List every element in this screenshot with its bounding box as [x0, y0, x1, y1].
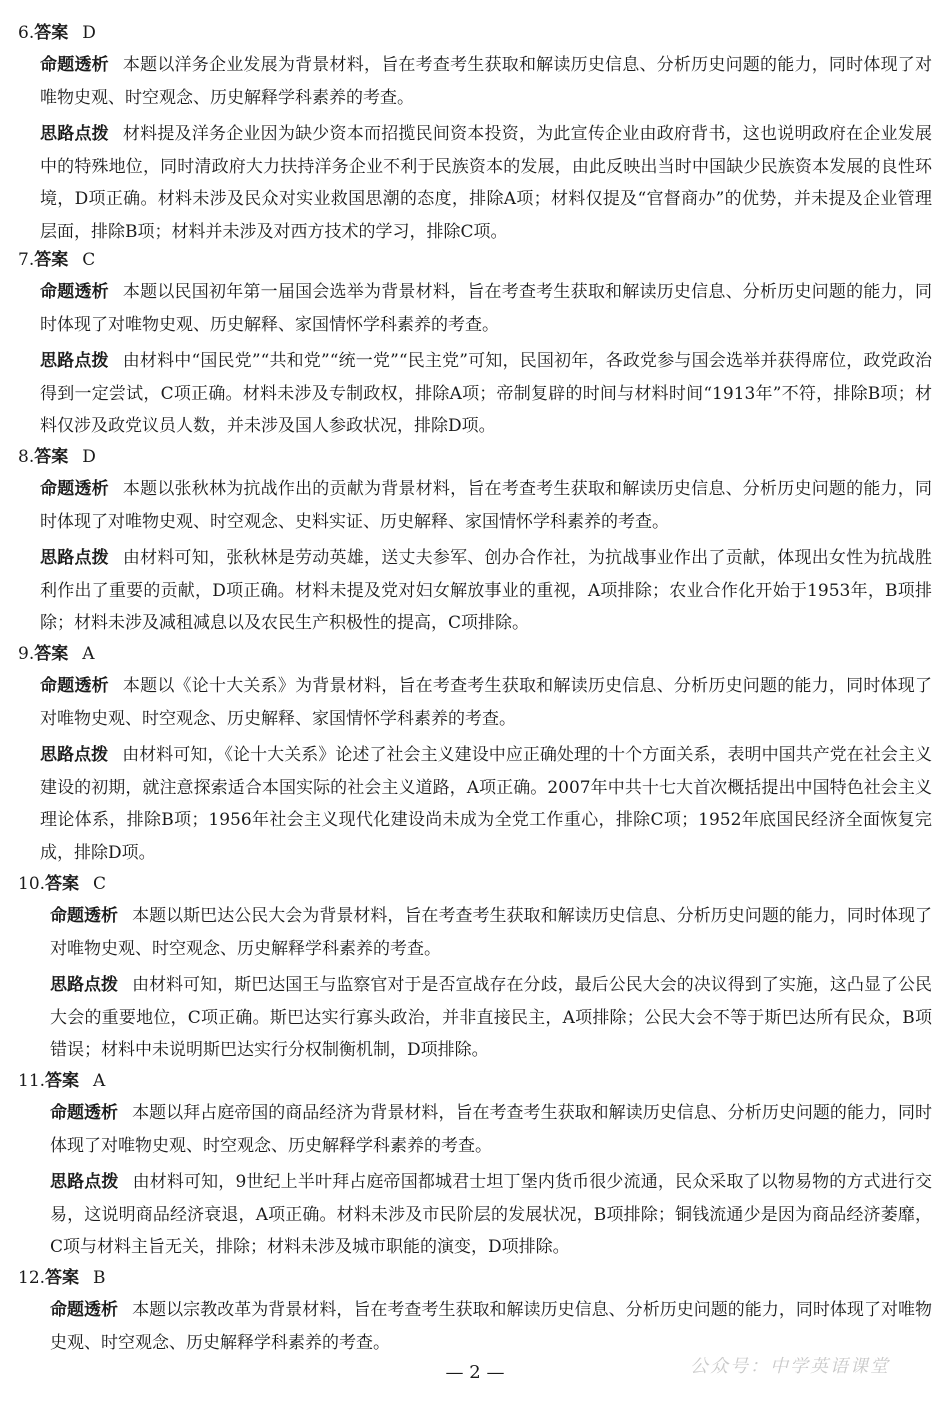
analysis-label: 思路点拨: [40, 548, 109, 569]
watermark: 公众号：中学英语课堂: [690, 1356, 890, 1377]
answer-label: 答案: [45, 1268, 80, 1288]
intent-text: 本题以《论十大关系》为背景材料，旨在考查考生获取和解读历史信息、分析历史问题的能力，同时体现了对唯物史观、时空观念、历史解释、家国情怀学科素养的考查。: [40, 676, 933, 729]
answer-value: B: [93, 1268, 106, 1288]
analysis-paragraph: [18, 969, 932, 1067]
analysis-paragraph: [18, 739, 932, 869]
answer-line: [18, 248, 932, 272]
intent-paragraph: [18, 49, 932, 114]
answer-label: 答案: [45, 1071, 80, 1091]
answer-label: 答案: [45, 874, 80, 894]
answer-line: [18, 642, 932, 666]
intent-paragraph: [18, 473, 932, 538]
analysis-label: 思路点拨: [40, 351, 109, 372]
analysis-text: 由材料可知，《论十大关系》论述了社会主义建设中应正确处理的十个方面关系，表明中国共产党在社会主义建设的初期，就注意探索适合本国实际的社会主义道路，A项正确。2007年中共十七大首次概括提出中国特色社会主义理论体系，排除B项；1956年社会主义现代化建设尚未成为全党工作重心，排除C项；1952年底国民经济全面恢复完成，排除D项。: [40, 745, 933, 863]
answer-value: D: [82, 23, 96, 43]
analysis-paragraph: [18, 1166, 932, 1264]
question-6: [18, 21, 932, 249]
answer-label: 答案: [34, 23, 69, 43]
answer-label: 答案: [34, 644, 69, 664]
intent-paragraph: [18, 1294, 932, 1359]
analysis-paragraph: [18, 345, 932, 443]
intent-label: 命题透析: [50, 1103, 119, 1123]
analysis-text: 由材料可知，9世纪上半叶拜占庭帝国都城君士坦丁堡内货币很少流通，民众采取了以物易物的方式进行交易，这说明商品经济衰退，A项正确。材料未涉及市民阶层的发展状况，B项排除；铜钱流通少是因为商品经济萎靡，C项与材料主旨无关，排除；材料未涉及城市职能的演变，D项排除。: [50, 1172, 932, 1258]
question-number: 7.: [18, 250, 35, 270]
intent-label: 命题透析: [40, 55, 109, 75]
analysis-label: 思路点拨: [40, 745, 109, 766]
analysis-label: 思路点拨: [50, 975, 119, 996]
analysis-paragraph: [18, 118, 932, 248]
analysis-text: 由材料可知，张秋林是劳动英雄，送丈夫参军、创办合作社，为抗战事业作出了贡献，体现出女性为抗战胜利作出了重要的贡献，D项正确。材料未提及党对妇女解放事业的重视，A项排除；农业合作化开始于1953年，B项排除；材料未涉及减租减息以及农民生产积极性的提高，C项排除。: [40, 548, 933, 634]
answer-label: 答案: [34, 250, 69, 270]
question-number: 8.: [18, 447, 35, 467]
intent-label: 命题透析: [40, 282, 109, 302]
analysis-text: 材料提及洋务企业因为缺少资本而招揽民间资本投资，为此宣传企业由政府背书，这也说明政府在企业发展中的特殊地位，同时清政府大力扶持洋务企业不利于民族资本的发展，由此反映出当时中国缺少民族资本发展的良性环境，D项正确。材料未涉及民众对实业救国思潮的态度，排除A项；材料仅提及“官督商办”的优势，并未提及企业管理层面，排除B项；材料并未涉及对西方技术的学习，排除C项。: [40, 124, 933, 242]
analysis-label: 思路点拨: [50, 1172, 119, 1193]
intent-text: 本题以拜占庭帝国的商品经济为背景材料，旨在考查考生获取和解读历史信息、分析历史问题的能力，同时体现了对唯物史观、时空观念、历史解释学科素养的考查。: [50, 1103, 933, 1156]
analysis-label: 思路点拨: [40, 124, 109, 145]
question-12: [18, 1266, 932, 1359]
answer-value: C: [82, 250, 96, 270]
analysis-text: 由材料中“国民党”“共和党”“统一党”“民主党”可知，民国初年，各政党参与国会选举并获得席位，政党政治得到一定尝试，C项正确。材料未涉及专制政权，排除A项；帝制复辟的时间与材料时间“1913年”不符，排除B项；材料仅涉及政党议员人数，并未涉及国人参政状况，排除D项。: [40, 351, 933, 437]
question-7: [18, 248, 932, 443]
question-number: 9.: [18, 644, 35, 664]
intent-label: 命题透析: [50, 906, 119, 926]
intent-label: 命题透析: [50, 1300, 119, 1320]
question-number: 11.: [18, 1071, 46, 1091]
answer-line: [18, 21, 932, 45]
intent-paragraph: [18, 1097, 932, 1162]
intent-text: 本题以民国初年第一届国会选举为背景材料，旨在考查考生获取和解读历史信息、分析历史问题的能力，同时体现了对唯物史观、历史解释、家国情怀学科素养的考查。: [40, 282, 933, 335]
answer-line: [18, 445, 932, 469]
intent-paragraph: [18, 900, 932, 965]
answer-value: A: [93, 1071, 106, 1091]
answer-line: [18, 872, 932, 896]
intent-label: 命题透析: [40, 676, 109, 696]
intent-paragraph: [18, 276, 932, 341]
answer-value: C: [93, 874, 107, 894]
intent-paragraph: [18, 670, 932, 735]
intent-text: 本题以洋务企业发展为背景材料，旨在考查考生获取和解读历史信息、分析历史问题的能力，同时体现了对唯物史观、时空观念、历史解释学科素养的考查。: [40, 55, 933, 108]
question-number: 6.: [18, 23, 35, 43]
analysis-text: 由材料可知，斯巴达国王与监察官对于是否宣战存在分歧，最后公民大会的决议得到了实施，这凸显了公民大会的重要地位，C项正确。斯巴达实行寡头政治，并非直接民主，A项排除；公民大会不等于斯巴达所有民众，B项错误；材料中未说明斯巴达实行分权制衡机制，D项排除。: [50, 975, 933, 1061]
answer-line: [18, 1266, 932, 1290]
answer-line: [18, 1069, 932, 1093]
answer-label: 答案: [34, 447, 69, 467]
intent-text: 本题以张秋林为抗战作出的贡献为背景材料，旨在考查考生获取和解读历史信息、分析历史问题的能力，同时体现了对唯物史观、时空观念、史料实证、历史解释、家国情怀学科素养的考查。: [40, 479, 933, 532]
analysis-paragraph: [18, 542, 932, 640]
question-number: 10.: [18, 874, 46, 894]
question-10: [18, 872, 932, 1067]
intent-text: 本题以斯巴达公民大会为背景材料，旨在考查考生获取和解读历史信息、分析历史问题的能力，同时体现了对唯物史观、时空观念、历史解释学科素养的考查。: [50, 906, 933, 959]
answer-value: D: [82, 447, 96, 467]
question-9: [18, 642, 932, 870]
intent-label: 命题透析: [40, 479, 109, 499]
answer-value: A: [82, 644, 95, 664]
page-number: — 2 —: [445, 1362, 505, 1383]
question-number: 12.: [18, 1268, 46, 1288]
question-11: [18, 1069, 932, 1264]
intent-text: 本题以宗教改革为背景材料，旨在考查考生获取和解读历史信息、分析历史问题的能力，同时体现了对唯物史观、时空观念、历史解释学科素养的考查。: [50, 1300, 933, 1353]
question-8: [18, 445, 932, 640]
